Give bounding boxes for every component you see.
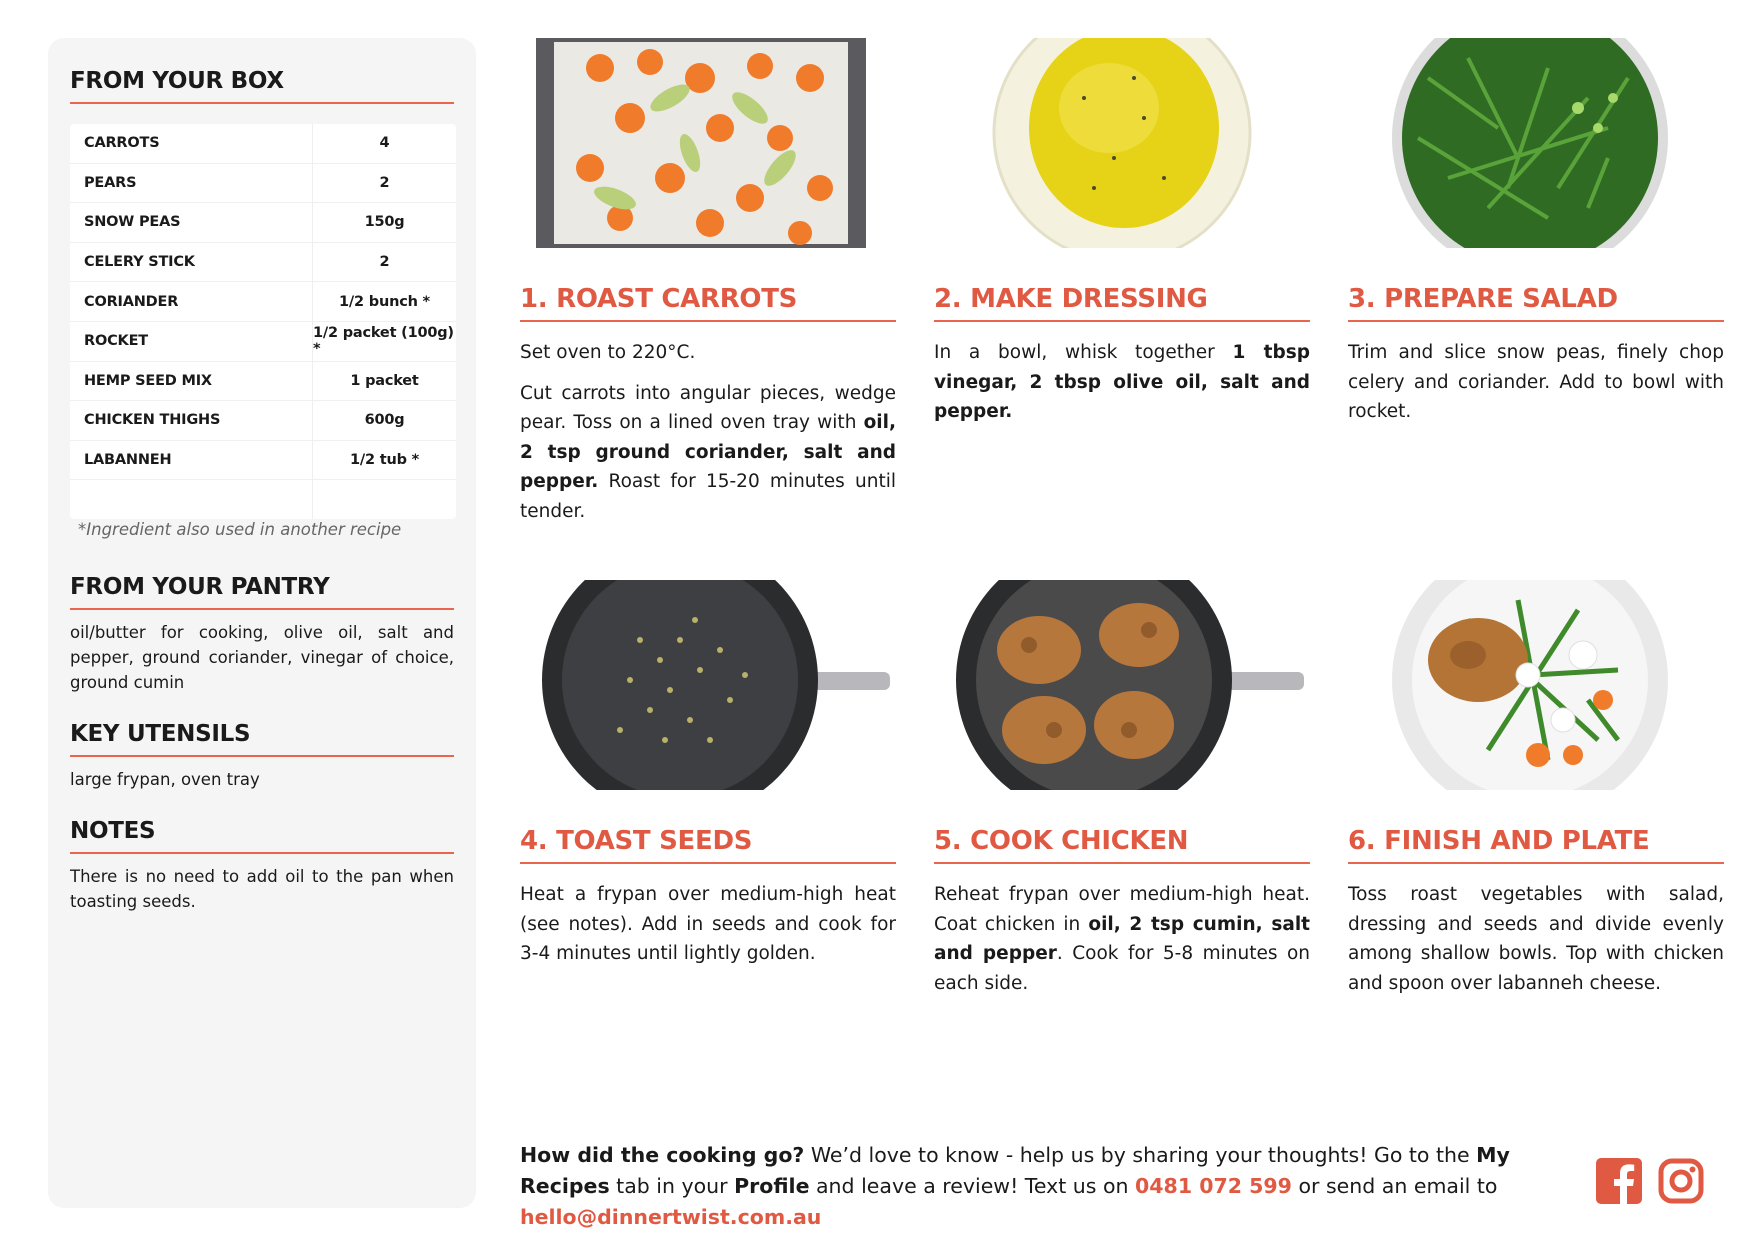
step-instructions: [1348, 880, 1724, 1009]
step-4: [520, 580, 896, 964]
dressing-bowl-photo-icon: [934, 38, 1310, 248]
step-6: [1348, 580, 1724, 994]
utensils-text: large frypan, oven tray: [70, 770, 260, 789]
key-utensils-title: KEY UTENSILS: [70, 721, 454, 757]
shared-ingredient-footnote: *Ingredient also used in another recipe: [78, 520, 402, 539]
step-instructions: [520, 880, 896, 980]
step-paragraph: Trim and slice snow peas, finely chop celery and coriander. Add to bowl with rocket.: [1348, 342, 1724, 422]
ingredient-qty: 1 packet: [350, 372, 419, 389]
table-row: [70, 164, 456, 204]
salad-bowl-photo-icon: [1348, 38, 1724, 248]
from-your-pantry-title: FROM YOUR PANTRY: [70, 574, 454, 610]
review-text: tab in your: [609, 1174, 735, 1198]
step-paragraph: Toss roast vegetables with salad, dressing and seeds and divide evenly among shallow bowls. Top with chicken and spoon over labanneh cheese.: [1348, 884, 1724, 994]
table-row: [70, 441, 456, 481]
instruction-text: Cut carrots into angular pieces, wedge pear. Toss on a lined oven tray with: [520, 382, 896, 433]
step-title: 4. TOAST SEEDS: [520, 826, 896, 864]
step-title: 2. MAKE DRESSING: [934, 284, 1310, 322]
table-row: [70, 203, 456, 243]
chicken-pan-photo-icon: [934, 580, 1310, 790]
from-your-box-title: FROM YOUR BOX: [70, 68, 454, 104]
step-instructions: [934, 880, 1310, 1009]
step-paragraph: [934, 880, 1310, 998]
ingredient-name: HEMP SEED MIX: [70, 362, 313, 401]
instruction-bold-text: oil, 2 tsp ground coriander, salt and pepper.: [520, 412, 896, 492]
instruction-text: Reheat frypan over medium-high heat. Coat chicken in: [934, 884, 1310, 935]
ingredient-name: CHICKEN THIGHS: [70, 401, 313, 440]
ingredient-name: PEARS: [70, 164, 313, 203]
step-instructions: [934, 338, 1310, 438]
step-title: 5. COOK CHICKEN: [934, 826, 1310, 864]
pantry-text: oil/butter for cooking, olive oil, salt and pepper, ground coriander, vinegar of choice, ground cumin: [70, 623, 454, 692]
table-row: [70, 282, 456, 322]
table-row: [70, 243, 456, 283]
table-row: [70, 362, 456, 402]
my-recipes-label: My Recipes: [520, 1143, 1510, 1198]
phone-link[interactable]: 0481 072 599: [1135, 1174, 1292, 1198]
table-row-empty: [70, 480, 456, 519]
ingredients-sidebar: [48, 38, 476, 1208]
ingredient-qty: 1/2 packet (100g) *: [313, 325, 454, 358]
step-paragraph: Set oven to 220°C.: [520, 342, 696, 363]
review-prompt: [520, 1140, 1580, 1233]
review-text: We’d love to know - help us by sharing your thoughts! Go to the: [804, 1143, 1477, 1167]
step-paragraph: [934, 338, 1310, 427]
notes-title: NOTES: [70, 818, 454, 854]
facebook-icon[interactable]: [1596, 1158, 1642, 1204]
ingredient-name: CARROTS: [70, 124, 313, 163]
ingredient-name: ROCKET: [70, 322, 313, 361]
review-text: and leave a review! Text us on: [809, 1174, 1136, 1198]
instruction-bold-text: oil, 2 tsp cumin, salt and pepper: [934, 913, 1311, 964]
instruction-text: In a bowl, whisk together: [934, 342, 1233, 363]
ingredient-qty: 1/2 bunch *: [339, 293, 430, 310]
step-5: [934, 580, 1311, 994]
instruction-bold-text: 1 tbsp vinegar, 2 tbsp olive oil, salt and pepper.: [934, 342, 1310, 422]
instagram-icon[interactable]: [1658, 1158, 1704, 1204]
ingredient-qty: 2: [379, 174, 390, 191]
table-row: [70, 124, 456, 164]
review-question: How did the cooking go?: [520, 1143, 805, 1167]
ingredient-qty: 150g: [364, 214, 405, 231]
ingredient-name: CELERY STICK: [70, 243, 313, 282]
table-row: [70, 401, 456, 441]
ingredient-name: SNOW PEAS: [70, 203, 313, 242]
step-instructions: [520, 338, 896, 537]
ingredient-qty-empty: [313, 480, 456, 519]
step-paragraph: Heat a frypan over medium-high heat (see notes). Add in seeds and cook for 3-4 minutes until lightly golden.: [520, 884, 896, 964]
plated-dish-photo-icon: [1348, 580, 1724, 790]
ingredient-name: CORIANDER: [70, 282, 313, 321]
profile-label: Profile: [734, 1174, 810, 1198]
review-text: or send an email to: [1291, 1174, 1498, 1198]
step-3: [1348, 38, 1724, 422]
table-row: [70, 322, 456, 362]
step-1: [520, 38, 896, 522]
email-link[interactable]: hello@dinnertwist.com.au: [520, 1205, 822, 1229]
seeds-pan-photo-icon: [520, 580, 896, 790]
step-title: 3. PREPARE SALAD: [1348, 284, 1724, 322]
instruction-text: Roast for 15-20 minutes until tender.: [520, 471, 896, 522]
step-title: 6. FINISH AND PLATE: [1348, 826, 1724, 864]
ingredients-table: [70, 124, 456, 519]
step-paragraph: [520, 379, 896, 527]
roast-tray-photo-icon: [520, 38, 896, 248]
ingredient-name: LABANNEH: [70, 441, 313, 480]
ingredient-qty: 1/2 tub *: [350, 452, 419, 469]
step-2: [934, 38, 1310, 422]
step-title: 1. ROAST CARROTS: [520, 284, 896, 322]
notes-text: There is no need to add oil to the pan when toasting seeds.: [70, 867, 454, 911]
ingredient-qty: 600g: [364, 412, 405, 429]
step-instructions: [1348, 338, 1724, 438]
ingredient-qty: 4: [379, 135, 390, 152]
instruction-text: . Cook for 5-8 minutes on each side.: [934, 943, 1310, 994]
ingredient-qty: 2: [379, 254, 390, 271]
ingredient-name-empty: [70, 480, 313, 519]
